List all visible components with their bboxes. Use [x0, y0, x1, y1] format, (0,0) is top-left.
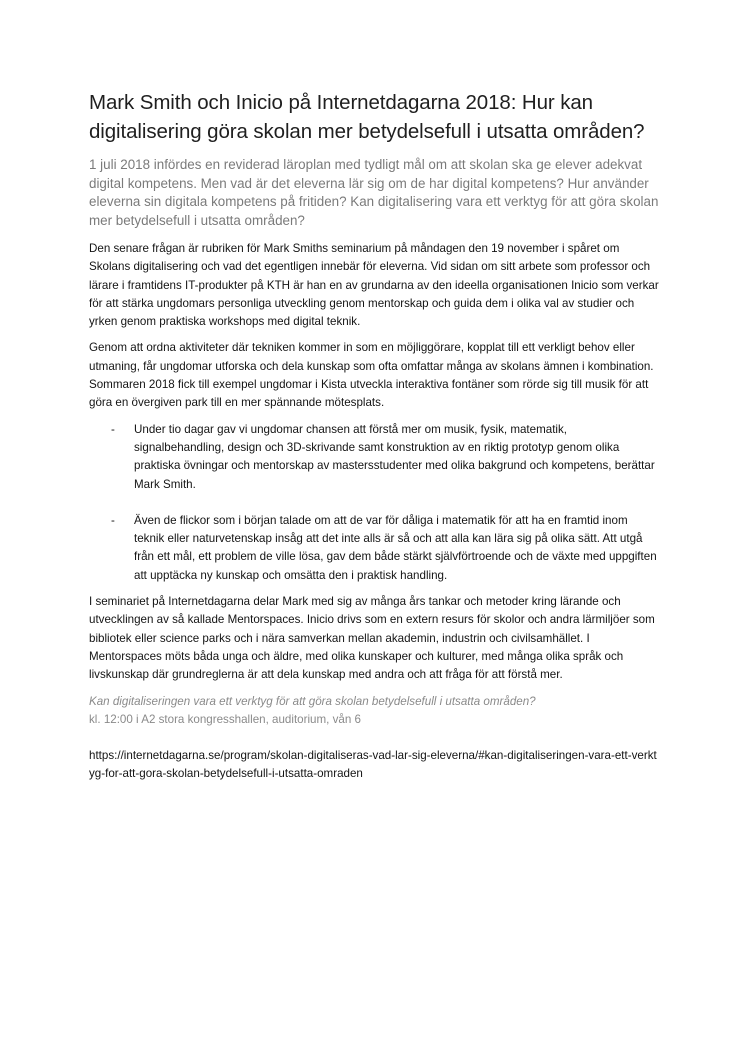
quote-bullet-list: [89, 421, 659, 585]
bullet-text: Under tio dagar gav vi ungdomar chansen att förstå mer om musik, fysik, matematik, signalbehandling, design och 3D-skrivande samt konstruktion av en riktig prototyp genom olika praktiska övningar och mentorskap av mastersstudenter med olika bakgrund och kompetens, berättar Mark Smith.: [134, 422, 655, 491]
body-paragraph-2: Genom att ordna aktiviteter där tekniken kommer in som en möjliggörare, kopplat till ett verkligt behov eller utmaning, får ungdomar utforska och dela kunskap som ofta omfattar många av skolans ämnen i kombination. Sommaren 2018 fick till exempel ungdomar i Kista utveckla interaktiva fontäner som rörde sig till musik för att göra en övergiven park till en mer spännande mötesplats.: [89, 341, 654, 410]
bullet-item: [89, 421, 659, 494]
article-title: Mark Smith och Inicio på Internetdagarna 2018: Hur kan digitalisering göra skolan mer betydelsefull i utsatta områden?: [89, 91, 645, 143]
bullet-text: Även de flickor som i början talade om att de var för dåliga i matematik för att ha en framtid inom teknik eller naturvetenskap insåg att det inte alls är så och att alla kan lära sig på olika sätt. Att utgå från ett mål, ett problem de ville lösa, gav dem både stärkt självförtroende och de växte med uppgiften att upptäcka ny kunskap och omsätta den i praktisk handling.: [134, 513, 657, 582]
bullet-dash: -: [111, 422, 115, 436]
event-location: kl. 12:00 i A2 stora kongresshallen, auditorium, vån 6: [89, 712, 361, 726]
article-lead: 1 juli 2018 infördes en reviderad läroplan med tydligt mål om att skolan ska ge elever adekvat digital kompetens. Men vad är det eleverna lär sig om de har digital kompetens? Hur använder eleverna sin digitala kompetens på fritiden? Kan digitalisering vara ett verktyg för att göra skolan mer betydelsefull i utsatta områden?: [89, 157, 659, 228]
body-paragraph-1: Den senare frågan är rubriken för Mark Smiths seminarium på måndagen den 19 november i spåret om Skolans digitalisering och vad det egentligen innebär för eleverna. Vid sidan om sitt arbete som professor och lärare i framtidens IT-produkter på KTH är han en av grundarna av den ideella organisationen Inicio som verkar för att stärka ungdomars personliga utveckling genom mentorskap och guida dem i olika val av studier och yrken genom praktiska workshops med digital teknik.: [89, 242, 659, 329]
source-url[interactable]: https://internetdagarna.se/program/skolan-digitaliseras-vad-lar-sig-eleverna/#kan-digitaliseringen-vara-ett-verktyg-for-att-gora-skolan-betydelsefull-i-utsatta-omraden: [89, 749, 657, 781]
body-paragraph-3: I seminariet på Internetdagarna delar Mark med sig av många års tankar och metoder kring lärande och utvecklingen av så kallade Mentorspaces. Inicio drivs som en extern resurs för skolor och andra lärmiljöer som bibliotek eller science parks och i nära samverkan mellan akademin, industrin och civilsamhället. I Mentorspaces möts båda unga och äldre, med olika kunskaper och kulturer, med många olika språk och livskunskap där grundreglerna är att dela kunskap med andra och att fråga för att förstå mer.: [89, 595, 655, 682]
event-title: Kan digitaliseringen vara ett verktyg för att göra skolan betydelsefull i utsatta områden?: [89, 694, 536, 708]
bullet-dash: -: [111, 513, 115, 527]
document-page: [89, 88, 659, 784]
bullet-item: [89, 512, 659, 585]
